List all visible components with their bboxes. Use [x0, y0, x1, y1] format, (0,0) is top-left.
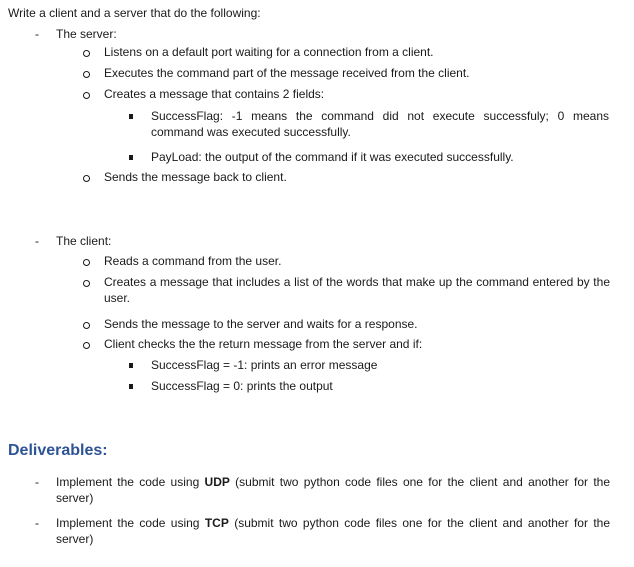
server-item: Executes the command part of the message received from the client. — [104, 66, 470, 80]
client-item: Creates a message that includes a list of the words that make up the command entered by the user. — [104, 275, 610, 305]
server-item: Listens on a default port waiting for a connection from a client. — [104, 45, 434, 59]
protocol-tcp: TCP — [204, 516, 229, 530]
square-bullet-icon — [129, 155, 133, 160]
circle-bullet-icon — [83, 259, 90, 266]
server-item: Sends the message back to client. — [104, 170, 287, 184]
deliverable-item — [56, 515, 610, 547]
deliverable-text: Implement the code using — [56, 516, 205, 530]
protocol-udp: UDP — [204, 475, 230, 489]
deliverables-heading: Deliverables: — [8, 442, 108, 459]
circle-bullet-icon — [83, 342, 90, 349]
circle-bullet-icon — [83, 175, 90, 182]
dash-bullet: - — [35, 516, 39, 530]
circle-bullet-icon — [83, 71, 90, 78]
deliverable-text: (submit two python code files one for the client and another for the server) — [56, 516, 611, 546]
square-bullet-icon — [129, 384, 133, 389]
client-check: SuccessFlag = -1: prints an error message — [151, 358, 378, 372]
square-bullet-icon — [129, 114, 133, 119]
circle-bullet-icon — [83, 92, 90, 99]
dash-bullet: - — [35, 475, 39, 489]
circle-bullet-icon — [83, 280, 90, 287]
dash-bullet: - — [35, 27, 39, 41]
deliverable-text: (submit two python code files one for the client and another for the server) — [56, 475, 611, 505]
circle-bullet-icon — [83, 50, 90, 57]
deliverable-text: Implement the code using — [56, 475, 205, 489]
dash-bullet: - — [35, 234, 39, 248]
server-field: SuccessFlag: -1 means the command did not execute successfuly; 0 means command was executed successfully. — [151, 109, 609, 139]
client-item: Reads a command from the user. — [104, 254, 282, 268]
intro-text: Write a client and a server that do the following: — [8, 6, 261, 20]
client-item: Client checks the the return message from the server and if: — [104, 337, 423, 351]
square-bullet-icon — [129, 363, 133, 368]
circle-bullet-icon — [83, 322, 90, 329]
client-check: SuccessFlag = 0: prints the output — [151, 379, 333, 393]
deliverable-item — [56, 474, 610, 506]
server-item: Creates a message that contains 2 fields: — [104, 87, 325, 101]
server-label: The server: — [56, 27, 117, 41]
client-label: The client: — [56, 234, 112, 248]
client-item: Sends the message to the server and waits for a response. — [104, 317, 418, 331]
server-field: PayLoad: the output of the command if it was executed successfully. — [151, 150, 514, 164]
